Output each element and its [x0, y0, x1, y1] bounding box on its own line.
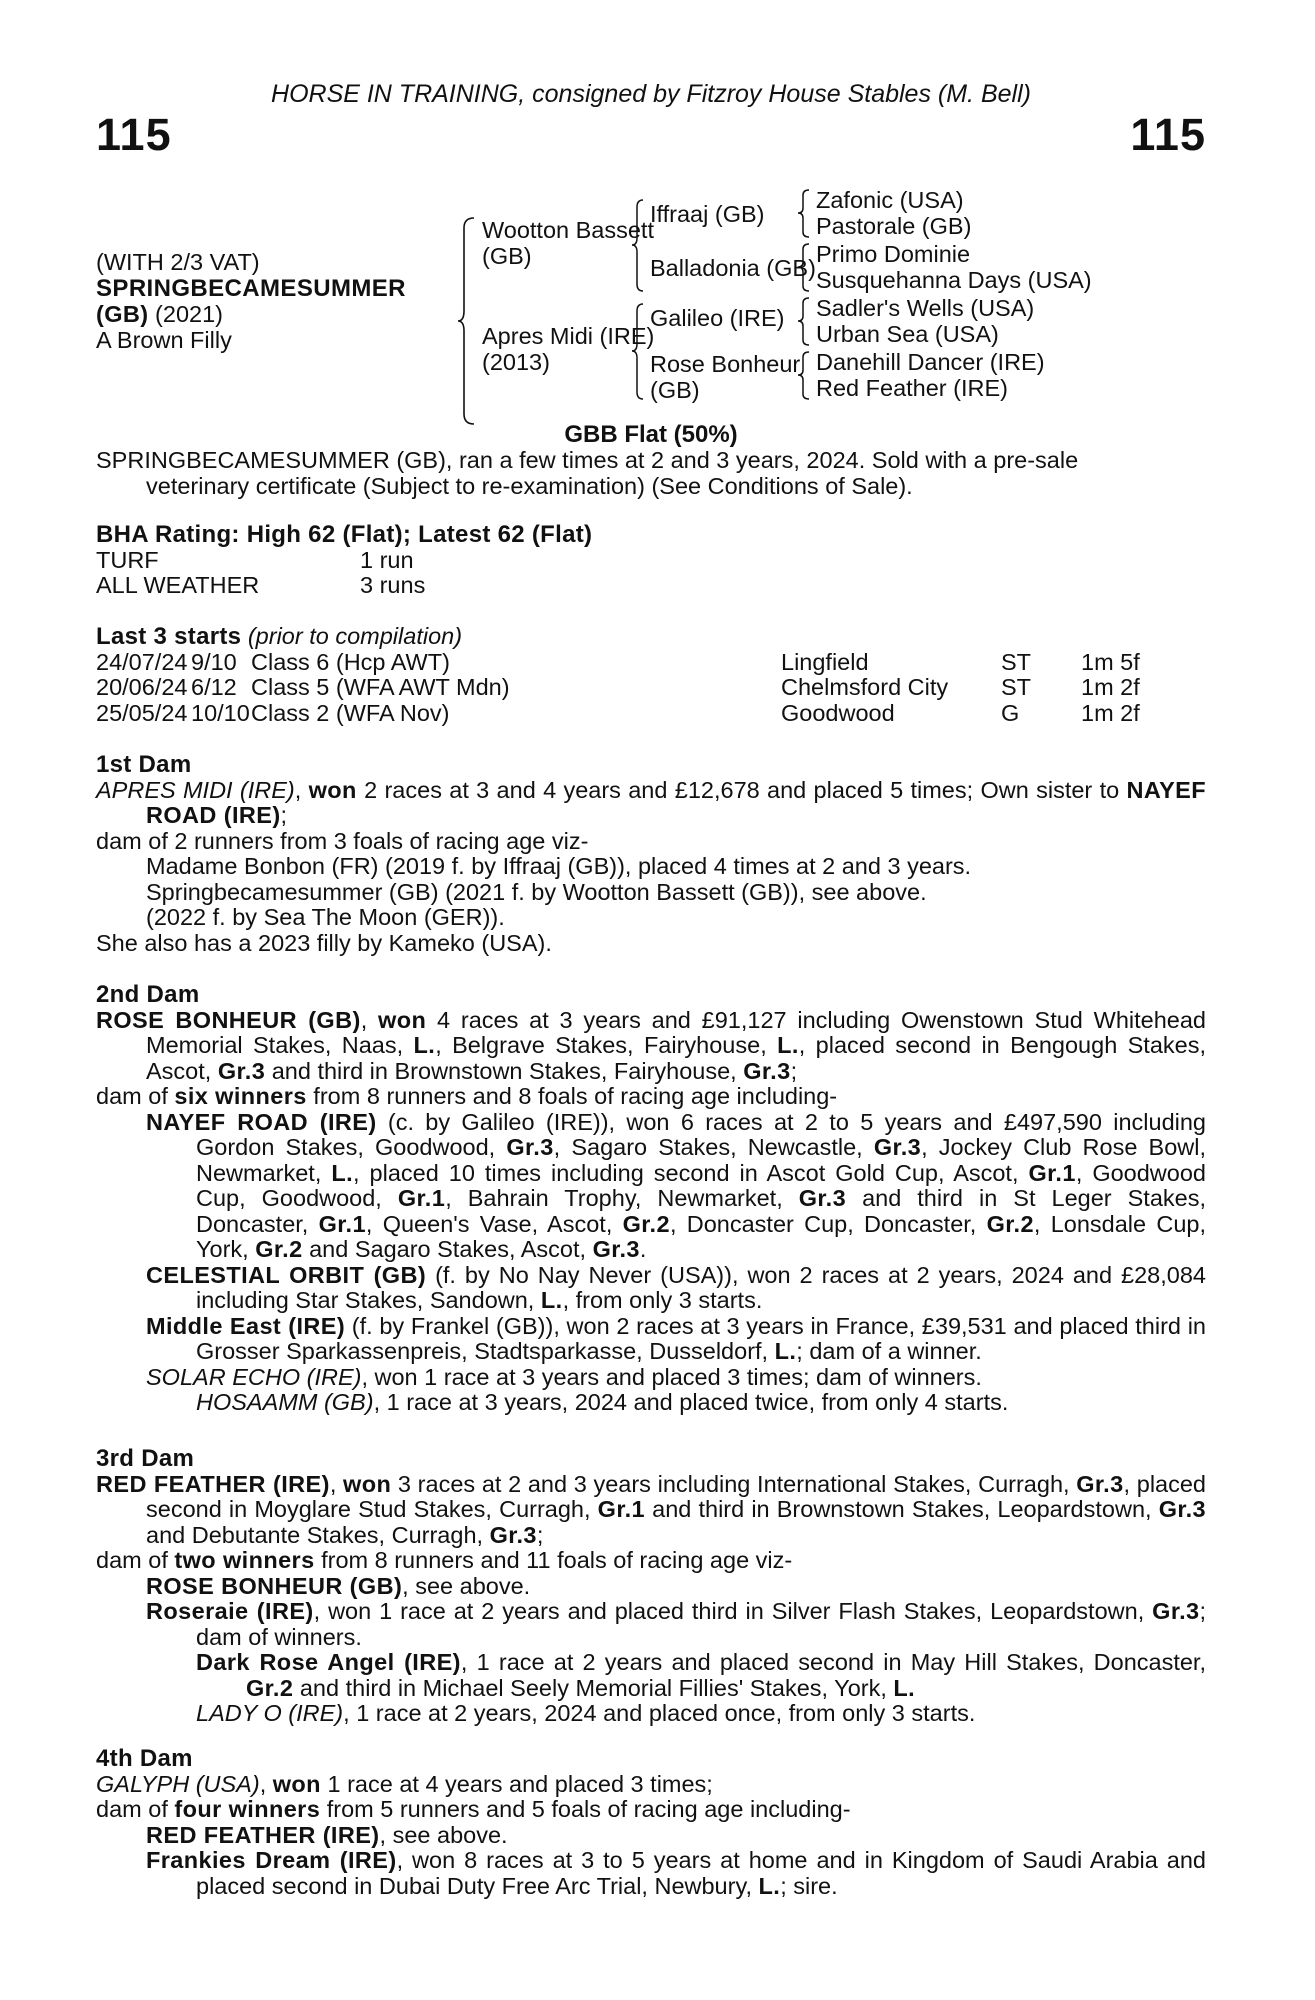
produce-entry: NAYEF ROAD (IRE) (c. by Galileo (IRE)), won 6 races at 2 to 5 years and £497,590 including Gordon Stakes, Goodwood, Gr.3, Sagaro Stakes, Newcastle, Gr.3, Jockey Club Rose Bowl, Newmarket, L., placed 10 times including second in Ascot Gold Cup, Ascot, Gr.1, Goodwood Cup, Goodwood, Gr.1, Bahrain Trophy, Newmarket, Gr.3 and third in St Leger Stakes, Doncaster, Gr.1, Queen's Vase, Ascot, Gr.2, Doncaster Cup, Doncaster, Gr.2, Lonsdale Cup, York, Gr.2 and Sagaro Stakes, Ascot, Gr.3.	[146, 1108, 1206, 1262]
brace-ss	[796, 188, 812, 240]
horse-origin-year: (GB) (2021)	[96, 301, 223, 327]
dam-year: (2013)	[482, 349, 550, 375]
summary: SPRINGBECAMESUMMER (GB), ran a few times at 2 and 3 years, 2024. Sold with a pre-sale veterinary certificate (Subject to re-examination) (See Conditions of Sale).	[96, 447, 1079, 499]
first-dam-section: 1st Dam APRES MIDI (IRE), won 2 races at 3 and 4 years and £12,678 and placed 5 times; Own sister to NAYEF ROAD (IRE); dam of 2 runners from 3 foals of racing age viz- Madame Bonbon (FR) (2019 f. by Iffraaj (GB)), placed 4 times at 2 and 3 years. Springbecamesummer (GB) (2021 f. by Wootton Bassett (GB)), see above. (2022 f. by Sea The Moon (GER)). She also has a 2023 filly by Kameko (USA).	[96, 751, 1206, 956]
brace-dd	[796, 350, 812, 402]
produce-entry: Dark Rose Angel (IRE), 1 race at 2 years and placed second in May Hill Stakes, Doncaster, Gr.2 and third in Michael Seely Memorial Fillies' Stakes, York, L.	[196, 1649, 1206, 1701]
produce-entry: CELESTIAL ORBIT (GB) (f. by No Nay Never (USA)), won 2 races at 2 years, 2024 and £28,084 including Star Stakes, Sandown, L., from only 3 starts.	[146, 1261, 1206, 1313]
brace-dam	[630, 302, 646, 402]
produce-entry: ROSE BONHEUR (GB), see above.	[146, 1572, 531, 1599]
produce-entry: Roseraie (IRE), won 1 race at 2 years and placed third in Silver Flash Stakes, Leopardstown, Gr.3; dam of winners.	[146, 1598, 1207, 1650]
produce-entry: Middle East (IRE) (f. by Frankel (GB)), won 2 races at 3 years in France, £39,531 and placed third in Grosser Sparkassenpreis, Stadtsparkasse, Dusseldorf, L.; dam of a winner.	[146, 1312, 1206, 1364]
produce-line: Springbecamesummer (GB) (2021 f. by Wootton Bassett (GB)), see above.	[146, 878, 927, 905]
last-starts: Last 3 starts (prior to compilation) 24/07/24 9/10 Class 6 (Hcp AWT) Lingfield ST 1m 5f 20/06/24 6/12 Class 5 (WFA AWT Mdn) Chelmsford City ST 1m 2f 25/05/24 10/10 Class 2 (WFA Nov) Goodwood G 1m 2f	[96, 624, 1206, 726]
horse-name: SPRINGBECAMESUMMER	[96, 275, 406, 302]
sd-sire: Primo Dominie	[816, 241, 971, 267]
vat-note: (WITH 2/3 VAT)	[96, 249, 260, 275]
produce-entry: LADY O (IRE), 1 race at 2 years, 2024 and placed once, from only 3 starts.	[196, 1700, 976, 1726]
pedigree-table	[96, 188, 1206, 418]
page-header: HORSE IN TRAINING, consigned by Fitzroy House Stables (M. Bell)	[271, 80, 1031, 108]
start-row: 25/05/24 10/10 Class 2 (WFA Nov) Goodwood G 1m 2f	[96, 699, 1140, 726]
sd-dam: Susquehanna Days (USA)	[816, 267, 1092, 293]
lot-number-left: 115	[96, 109, 172, 160]
sire-origin: (GB)	[482, 243, 532, 269]
ds-sire: Sadler's Wells (USA)	[816, 295, 1035, 321]
dam-dam-origin: (GB)	[650, 377, 700, 403]
horse-description: A Brown Filly	[96, 327, 232, 353]
fourth-dam-section: 4th Dam GALYPH (USA), won 1 race at 4 years and placed 3 times; dam of four winners from 5 runners and 5 foals of racing age including- RED FEATHER (IRE), see above. Frankies Dream (IRE), won 8 races at 3 to 5 years at home and in Kingdom of Saudi Arabia and placed second in Dubai Duty Free Arc Trial, Newbury, L.; sire.	[96, 1745, 1206, 1899]
dd-sire: Danehill Dancer (IRE)	[816, 349, 1045, 375]
lot-number-right: 115	[1130, 109, 1206, 160]
dam-dam: Rose Bonheur	[650, 351, 801, 377]
produce-line: (2022 f. by Sea The Moon (GER)).	[146, 904, 505, 930]
ss-dam: Pastorale (GB)	[816, 213, 972, 239]
produce-entry: HOSAAMM (GB), 1 race at 3 years, 2024 and placed twice, from only 4 starts.	[196, 1389, 1009, 1415]
start-row: 20/06/24 6/12 Class 5 (WFA AWT Mdn) Chelmsford City ST 1m 2f	[96, 674, 1140, 700]
ds-dam: Urban Sea (USA)	[816, 321, 999, 347]
sire-dam: Balladonia (GB)	[650, 255, 816, 281]
produce-entry: Frankies Dream (IRE), won 8 races at 3 to 5 years at home and in Kingdom of Saudi Arabia and placed second in Dubai Duty Free Arc Trial, Newbury, L.; sire.	[146, 1847, 1206, 1899]
produce-line: Madame Bonbon (FR) (2019 f. by Iffraaj (GB)), placed 4 times at 2 and 3 years.	[146, 853, 972, 879]
produce-entry: RED FEATHER (IRE), see above.	[146, 1821, 508, 1848]
produce-entry: SOLAR ECHO (IRE), won 1 race at 3 years and placed 3 times; dam of winners.	[146, 1363, 982, 1390]
rating-row: ALL WEATHER 3 runs	[96, 572, 426, 598]
sire-name: Wootton Bassett	[482, 217, 654, 243]
start-row: 24/07/24 9/10 Class 6 (Hcp AWT) Lingfield ST 1m 5f	[96, 648, 1140, 675]
gbb-heading: GBB Flat (50%)	[564, 421, 738, 448]
brace-main	[456, 216, 478, 426]
bha-rating: BHA Rating: High 62 (Flat); Latest 62 (Flat) TURF 1 run ALL WEATHER 3 runs	[96, 522, 1206, 599]
rating-row: TURF 1 run	[96, 546, 414, 573]
brace-ds	[796, 296, 812, 348]
ss-sire: Zafonic (USA)	[816, 187, 964, 213]
dd-dam: Red Feather (IRE)	[816, 375, 1008, 401]
dam-sire: Galileo (IRE)	[650, 305, 785, 331]
catalogue-page	[96, 0, 1206, 2000]
second-dam-section: 2nd Dam ROSE BONHEUR (GB), won 4 races at 3 years and £91,127 including Owenstown Stud Whitehead Memorial Stakes, Naas, L., Belgrave Stakes, Fairyhouse, L., placed second in Bengough Stakes, Ascot, Gr.3 and third in Brownstown Stakes, Fairyhouse, Gr.3; dam of six winners from 8 runners and 8 foals of racing age including- NAYEF ROAD (IRE) (c. by Galileo (IRE)), won 6 races at 2 to 5 years and £497,590 including Gordon Stakes, Goodwood, Gr.3, Sagaro Stakes, Newcastle, Gr.3, Jockey Club Rose Bowl, Newmarket, L., placed 10 times including second in Ascot Gold Cup, Ascot, Gr.1, Goodwood Cup, Goodwood, Gr.1, Bahrain Trophy, Newmarket, Gr.3 and third in St Leger Stakes, Doncaster, Gr.1, Queen's Vase, Ascot, Gr.2, Doncaster Cup, Doncaster, Gr.2, Lonsdale Cup, York, Gr.2 and Sagaro Stakes, Ascot, Gr.3. CELESTIAL ORBIT (GB) (f. by No Nay Never (USA)), won 2 races at 2 years, 2024 and £28,084 including Star Stakes, Sandown, L., from only 3 starts. Middle East (IRE) (f. by Frankel (GB)), won 2 races at 3 years in France, £39,531 and placed third in Grosser Sparkassenpreis, Stadtsparkasse, Dusseldorf, L.; dam of a winner. SOLAR ECHO (IRE), won 1 race at 3 years and placed 3 times; dam of winners. HOSAAMM (GB), 1 race at 3 years, 2024 and placed twice, from only 4 starts.	[96, 981, 1207, 1415]
brace-sd	[796, 242, 812, 294]
third-dam-section: 3rd Dam RED FEATHER (IRE), won 3 races at 2 and 3 years including International Stakes, Curragh, Gr.3, placed second in Moyglare Stud Stakes, Curragh, Gr.1 and third in Brownstown Stakes, Leopardstown, Gr.3 and Debutante Stakes, Curragh, Gr.3; dam of two winners from 8 runners and 11 foals of racing age viz- ROSE BONHEUR (GB), see above. Roseraie (IRE), won 1 race at 2 years and placed third in Silver Flash Stakes, Leopardstown, Gr.3; dam of winners. Dark Rose Angel (IRE), 1 race at 2 years and placed second in May Hill Stakes, Doncaster, Gr.2 and third in Michael Seely Memorial Fillies' Stakes, York, L. LADY O (IRE), 1 race at 2 years, 2024 and placed once, from only 3 starts.	[96, 1445, 1207, 1726]
sire-sire: Iffraaj (GB)	[650, 201, 765, 227]
brace-sire	[630, 198, 646, 294]
dam-name: Apres Midi (IRE)	[482, 323, 655, 349]
